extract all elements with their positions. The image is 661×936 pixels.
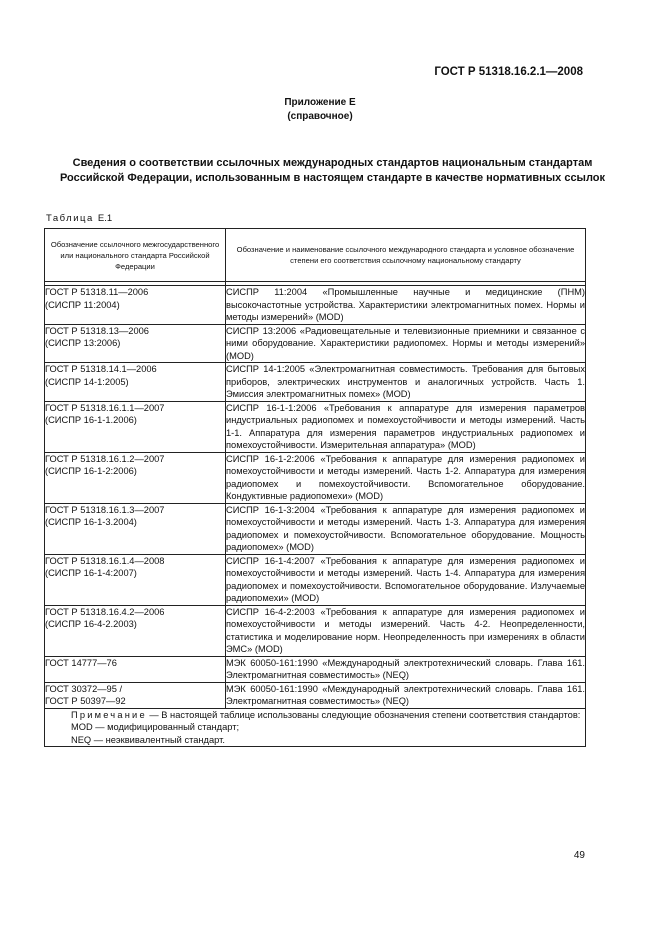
table-label-number: Е.1 [97,213,113,224]
standards-table [44,228,586,747]
national-standard-line: (СИСПР 16-1-2:2006) [45,466,137,476]
national-standard-cell [45,324,226,363]
national-standard-line: (СИСПР 16-1-4:2007) [45,568,137,578]
international-standard-cell: МЭК 60050-161:1990 «Международный электротехнический словарь. Глава 161. Электромагнитная совместимость» (NEQ) [226,683,585,706]
note-body: — В настоящей таблице использованы следующие обозначения степени соответствия стандартов: [146,709,581,720]
international-standard-cell: СИСПР 16-1-2:2006 «Требования к аппаратуре для измерения радиопомех и помехоустойчивости и методы измерений. Часть 1-2. Аппаратура для измерения радиопомех и помехоустойчивости. Вспомогательное оборудование. Кондуктивные радиопомехи» (MOD) [226,453,585,501]
table-label-word: Таблица [46,213,94,224]
national-standard-line: ГОСТ Р 51318.16.1.2—2007 [45,453,165,464]
note-row [45,708,586,747]
document-code: ГОСТ Р 51318.16.2.1—2008 [434,66,583,78]
international-standard-cell: СИСПР 16-1-3:2004 «Требования к аппаратуре для измерения радиопомех и помехоустойчивости и методы измерений. Часть 1-3. Аппаратура для измерения радиопомех и помехоустойчивости. Вспомогательное оборудование. Мощность радиопомех» (MOD) [226,504,585,552]
national-standard-line: ГОСТ Р 51318.13—2006 [45,325,149,336]
table-row [45,452,586,503]
international-standard-cell: СИСПР 14-1:2005 «Электромагнитная совместимость. Требования для бытовых приборов, электрических инструментов и аналогичных устройств. Часть 1. Эмиссия электромагнитных помех» (MOD) [226,364,585,399]
international-standard-cell: СИСПР 11:2004 «Промышленные научные и медицинские (ПНМ) высокочастотные устройства. Характеристики электромагнитных помех. Нормы и методы измерений» (MOD) [226,287,585,322]
national-standard-cell [45,656,226,682]
note-text [45,709,585,722]
national-standard-line: (СИСПР 14-1:2005) [45,376,129,387]
international-standard-cell: СИСПР 16-4-2:2003 «Требования к аппаратуре для измерения радиопомех и помехоустойчивости и методы измерений. Часть 4-2. Неопределенности, статистика и моделирование норм. Неопределенность при измерениях в области ЭМС» (MOD) [226,606,585,654]
table-row [45,605,586,656]
note-item: MOD — модифицированный стандарт; [71,722,240,732]
international-standard-cell: СИСПР 13:2006 «Радиовещательные и телевизионные приемники и связанное с ними оборудование. Характеристики радиопомех. Нормы и методы измерений» (MOD) [226,325,585,361]
national-standard-cell [45,503,226,554]
national-standard-cell [45,452,226,503]
table-row [45,324,586,363]
table-label [46,213,112,224]
note-item: NEQ — неэквивалентный стандарт. [71,734,225,745]
national-standard-line: (СИСПР 16-1-3.2004) [45,517,137,527]
national-standard-cell [45,682,226,708]
national-standard-cell [45,554,226,605]
table-row [45,363,586,402]
international-standard-cell: МЭК 60050-161:1990 «Международный электротехнический словарь. Глава 161. Электромагнитная совместимость» (NEQ) [226,657,585,680]
international-standard-cell: СИСПР 16-1-1:2006 «Требования к аппаратуре для измерения параметров индустриальных радиопомех и помехоустойчивости и методы измерений. Часть 1-1. Аппаратура для измерения параметров индустриальных радиопомех и помехоустойчивости. Измерительная аппаратура» (MOD) [226,402,585,450]
national-standard-line: ГОСТ 30372—95 / [45,683,123,694]
table-row [45,286,586,325]
note-title: Примечание [71,709,147,720]
national-standard-line: ГОСТ Р 51318.14.1—2006 [45,364,157,374]
page-number: 49 [573,850,585,861]
column-header-national: Обозначение ссылочного межгосударственного или национального стандарта Российской Федерации [45,229,226,282]
table-row [45,682,586,708]
table-body [45,282,586,747]
national-standard-line: ГОСТ Р 50397—92 [45,696,126,706]
national-standard-line: ГОСТ Р 51318.16.1.1—2007 [45,402,165,413]
appendix-subtitle: (справочное) [287,111,353,122]
national-standard-line: (СИСПР 11:2004) [45,299,120,310]
national-standard-cell [45,605,226,656]
national-standard-line: ГОСТ 14777—76 [45,657,117,668]
national-standard-line: ГОСТ Р 51318.11—2006 [45,287,149,297]
column-header-international: Обозначение и наименование ссылочного международного стандарта и условное обозначение степени его соответствия ссылочному национальному стандарту [226,229,586,282]
national-standard-line: ГОСТ Р 51318.16.4.2—2006 [45,606,165,617]
international-standard-cell: СИСПР 16-1-4:2007 «Требования к аппаратуре для измерения радиопомех и помехоустойчивости и методы измерений. Часть 1-4. Аппаратура для измерения радиопомех и помехоустойчивости. Вспомогательное оборудование. Излучаемые радиопомехи» (MOD) [226,555,585,603]
appendix-heading [0,96,640,124]
national-standard-line: (СИСПР 16-1-1.2006) [45,415,137,425]
appendix-title: Приложение Е [284,97,356,108]
national-standard-line: ГОСТ Р 51318.16.1.3—2007 [45,504,165,515]
national-standard-cell [45,401,226,452]
table-row [45,656,586,682]
national-standard-cell [45,363,226,402]
table-row [45,503,586,554]
table-row [45,401,586,452]
national-standard-line: ГОСТ Р 51318.16.1.4—2008 [45,555,165,566]
national-standard-line: (СИСПР 13:2006) [45,338,121,348]
national-standard-line: (СИСПР 16-4-2.2003) [45,619,137,629]
section-title: Сведения о соответствии ссылочных международных стандартов национальным стандартам Российской Федерации, использованным в настоящем стандарте в качестве нормативных ссылок [59,157,606,184]
national-standard-cell [45,286,226,325]
table-row [45,554,586,605]
table-header-row [45,229,586,282]
note-cell [45,708,586,747]
